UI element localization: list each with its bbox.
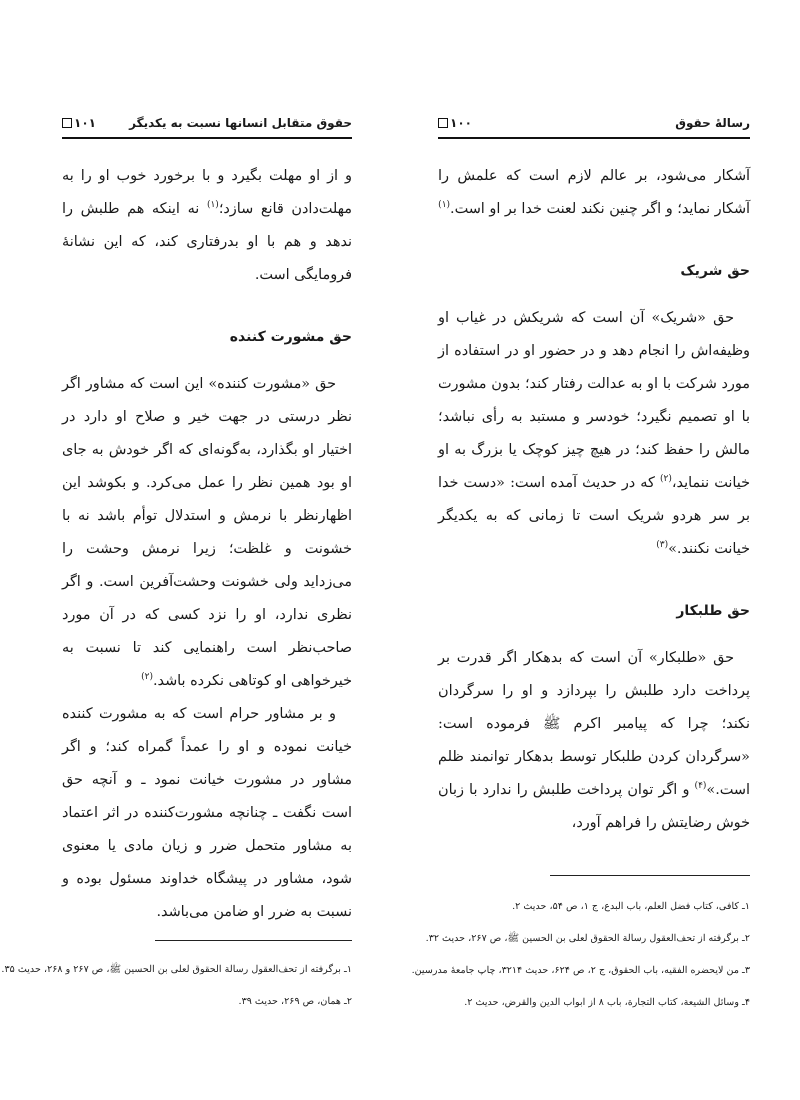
- footnote-ref[interactable]: (۲): [660, 474, 672, 485]
- footnote: ۴ـ وسائل الشیعة، کتاب التجارة، باب ۸ از ابواب الدین والقرض، حدیث ۲.: [464, 997, 750, 1008]
- partner-paragraph: حق «شریک» آن است که شریکش در غیاب او وظیفه‌اش را انجام دهد و در حضور او در استفاده از مورد شرکت با او به عدالت رفتار کند؛ بدون مشورت با او تصمیم نگیرد؛ خودسر و مستبد به رأی نباشد؛ مالش را حفظ کند؛ در هیچ چیز کوچک یا بزرگ به او خیانت ننماید،$^{(۲)}$ که در حدیث آمده است: «دست خدا بر سر هردو شریک است تا زمانی که به یکدیگر خیانت نکنند.»$^{(۳)}$: [438, 310, 751, 557]
- section-heading-partner: حق شریک: [680, 263, 750, 279]
- footnote: ۲ـ برگرفته از تحف‌العقول رسالة الحقوق لعلی بن الحسین ﷺ، ص ۲۶۷، حدیث ۳۲.: [425, 933, 750, 944]
- section-heading-creditor: حق طلبکار: [676, 603, 750, 619]
- footnote-ref[interactable]: (۲): [141, 672, 153, 683]
- left-footnote-rule: [155, 940, 352, 941]
- advisee-paragraph-1: حق «مشورت کننده» این است که مشاور اگر نظر درستی در جهت خیر و صلاح او دارد در اختیار او بگذارد، به‌گونه‌ای که اگر خودش به جای او بود همین نظر را عمل می‌کرد. و بکوشد این اظهارنظر با نرمش و استدلال توأم باشد نه با خشونت و غلظت؛ زیرا نرمش وحشت را می‌زداید ولی خشونت وحشت‌آفرین است. و اگر نظری ندارد، او را نزد کسی که در آن مورد صاحب‌نظر است راهنمایی کند تا نسبت به خیرخواهی او کوتاهی نکرده باشد.$^{(۲)}$: [62, 376, 352, 689]
- page-marker-icon: [438, 118, 448, 128]
- advisee-paragraph-2: و بر مشاور حرام است که به مشورت کننده خیانت نموده و او را عمداً گمراه کند؛ و اگر مشاور در مشورت خیانت نمود ـ و آنچه حق است نگفت ـ چنانچه مشورت‌کننده در اثر اعتماد به مشاور متحمل ضرر و زیان مادی یا معنوی شود، مشاور در پیشگاه خداوند مسئول بوده و نسبت به ضرر او ضامن می‌باشد.: [62, 706, 352, 920]
- creditor-paragraph: حق «طلبکار» آن است که بدهکار اگر قدرت بر پرداخت دارد طلبش را بپردازد و او را سرگردان نکند؛ چرا که پیامبر اکرم ﷺ فرموده است: «سرگردان کردن طلبکار توسط بدهکار توانمند ظلم است.»$^{(۴)}$ و اگر توان پرداخت طلبش را ندارد با زبان خوش رضایتش را فراهم آورد،: [438, 650, 750, 831]
- footnote: ۱ـ برگرفته از تحف‌العقول رسالة الحقوق لعلی بن الحسین ﷺ، ص ۲۶۷ و ۲۶۸، حدیث ۳۵.: [1, 964, 352, 975]
- footnote-ref[interactable]: (۱): [206, 200, 219, 211]
- footnote: ۱ـ کافی، کتاب فضل العلم، باب البدع، ج ۱، ص ۵۴، حدیث ۲.: [512, 901, 750, 912]
- footnote: ۲ـ همان، ص ۲۶۹، حدیث ۳۹.: [238, 996, 352, 1007]
- right-intro-paragraph: آشکار می‌شود، بر عالم لازم است که علمش را آشکار نماید؛ و اگر چنین نکند لعنت خدا بر او است.$^{(۱)}$: [438, 168, 750, 217]
- footnote-ref[interactable]: (۴): [694, 781, 707, 792]
- footnote-ref[interactable]: (۱): [438, 200, 451, 211]
- left-running-title: حقوق متقابل انسانها نسبت به یکدیگر: [129, 116, 352, 130]
- right-header-rule: [438, 137, 750, 139]
- left-page-body: [62, 160, 352, 929]
- left-page-number: ۱۰۱: [62, 116, 96, 130]
- right-page-body: [438, 160, 750, 840]
- right-footnotes: [411, 891, 750, 1019]
- right-footnote-rule: [550, 875, 750, 876]
- right-page: [400, 0, 800, 1100]
- page-marker-icon: [62, 118, 72, 128]
- left-intro-paragraph: و از او مهلت بگیرد و با برخورد خوب او را به مهلت‌دادن قانع سازد؛$^{(۱)}$ نه اینکه هم طلبش را ندهد و هم با او بدرفتاری کند، که این نشانهٔ فرومایگی است.: [62, 168, 353, 283]
- right-page-number: ۱۰۰: [438, 116, 472, 130]
- footnote: ۳ـ من لایحضره الفقیه، باب الحقوق، ج ۲، ص ۶۲۴، حدیث ۳۲۱۴، چاپ جامعهٔ مدرسین.: [411, 965, 750, 976]
- footnote-ref[interactable]: (۳): [656, 540, 669, 551]
- right-page-header: [438, 112, 750, 134]
- left-page-header: [62, 112, 352, 134]
- left-footnotes: [1, 954, 352, 1018]
- section-heading-advisee: حق مشورت کننده: [229, 329, 352, 345]
- right-running-title: رسالهٔ حقوق: [675, 116, 750, 130]
- left-header-rule: [62, 137, 352, 139]
